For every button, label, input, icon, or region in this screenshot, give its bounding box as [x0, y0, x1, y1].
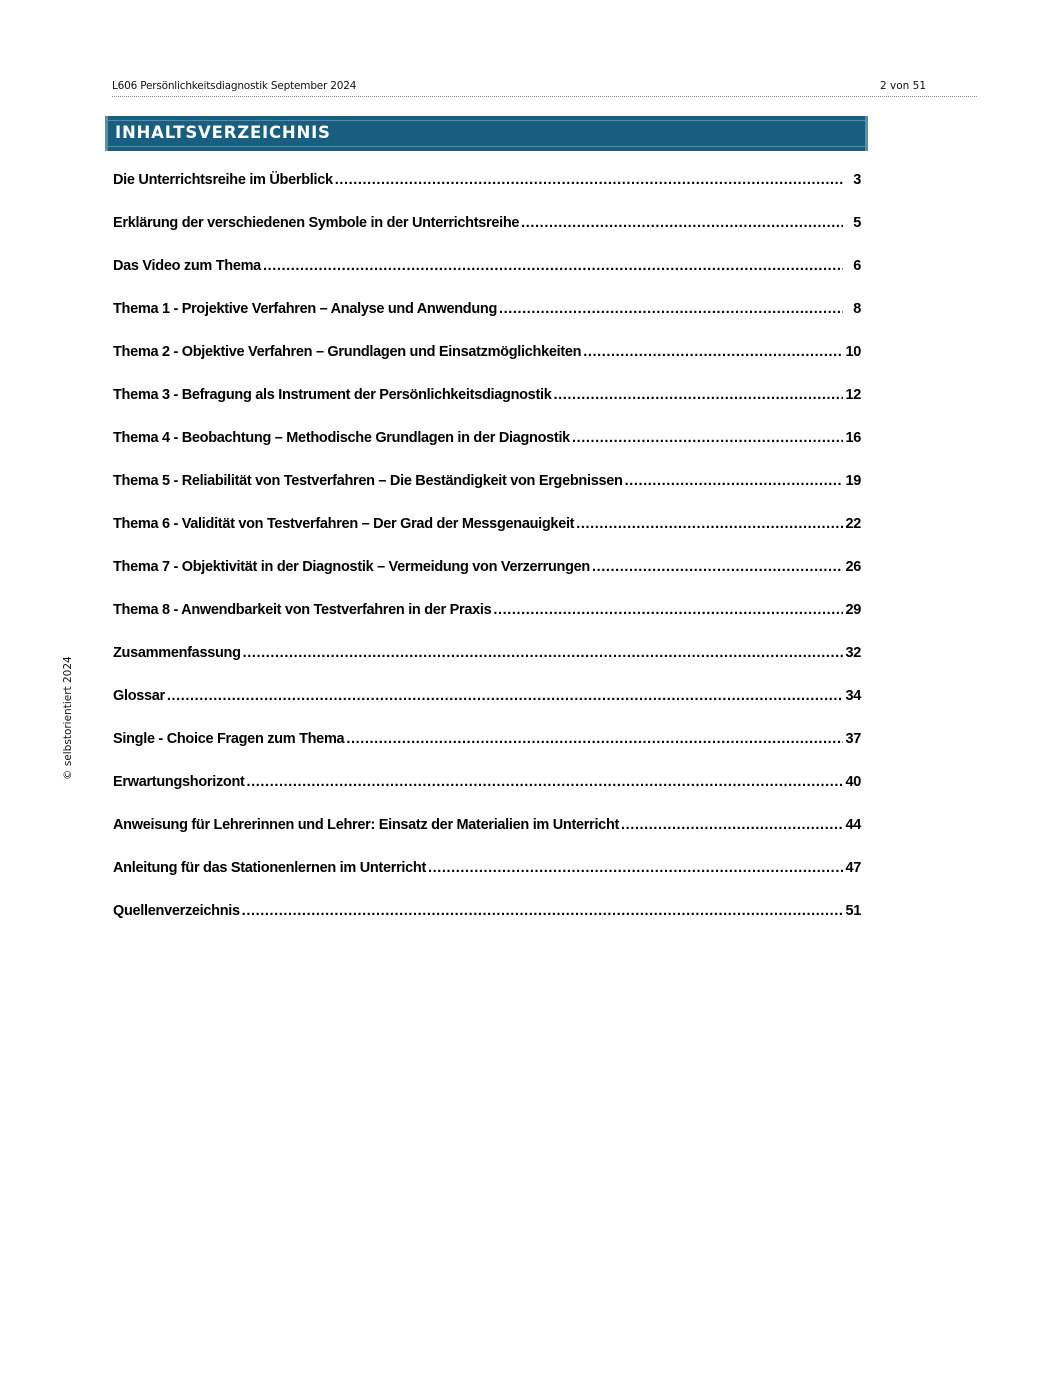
toc-entry[interactable] [113, 817, 861, 860]
page-header [112, 78, 977, 97]
toc-entry-page: 8 [853, 301, 861, 317]
toc-entry-page: 12 [845, 387, 861, 403]
dot-leader [247, 774, 843, 790]
toc-entry-page: 6 [853, 258, 861, 274]
dot-leader [243, 645, 843, 661]
dot-leader [346, 731, 843, 747]
toc-entry-page: 22 [845, 516, 861, 532]
toc-entry-label: Thema 8 - Anwendbarkeit von Testverfahren in der Praxis [113, 602, 492, 618]
toc-entry[interactable] [113, 430, 861, 473]
toc-entry[interactable] [113, 473, 861, 516]
toc-entry-page: 34 [845, 688, 861, 704]
toc-entry-label: Single - Choice Fragen zum Thema [113, 731, 345, 747]
toc-entry-page: 29 [845, 602, 861, 618]
toc-entry-page: 40 [845, 774, 861, 790]
toc-entry-page: 47 [845, 860, 861, 876]
toc-entry[interactable] [113, 215, 861, 258]
toc-entry-label: Thema 1 - Projektive Verfahren – Analyse und Anwendung [113, 301, 497, 317]
toc-entry[interactable] [113, 387, 861, 430]
toc-entry-page: 16 [845, 430, 861, 446]
dot-leader [572, 430, 843, 446]
toc-entry-page: 44 [845, 817, 861, 833]
toc-entry-label: Das Video zum Thema [113, 258, 261, 274]
toc-entry-label: Thema 3 - Befragung als Instrument der Persönlichkeitsdiagnostik [113, 387, 552, 403]
toc-entry-label: Erklärung der verschiedenen Symbole in der Unterrichtsreihe [113, 215, 520, 231]
dot-leader [335, 172, 843, 188]
dot-leader [583, 344, 843, 360]
dot-leader [263, 258, 843, 274]
toc-entry-label: Glossar [113, 688, 165, 704]
dot-leader [553, 387, 843, 403]
toc-entry-page: 5 [853, 215, 861, 231]
toc-entry-label: Anleitung für das Stationenlernen im Unterricht [113, 860, 426, 876]
toc-entry[interactable] [113, 860, 861, 903]
dot-leader [493, 602, 843, 618]
dot-leader [592, 559, 843, 575]
toc-entry-page: 10 [845, 344, 861, 360]
toc-entry[interactable] [113, 172, 861, 215]
toc-list [113, 172, 861, 946]
toc-entry-label: Thema 7 - Objektivität in der Diagnostik – Vermeidung von Verzerrungen [113, 559, 590, 575]
dot-leader [576, 516, 843, 532]
dot-leader [521, 215, 843, 231]
toc-entry-label: Erwartungshorizont [113, 774, 245, 790]
toc-entry-label: Anweisung für Lehrerinnen und Lehrer: Einsatz der Materialien im Unterricht [113, 817, 620, 833]
toc-entry-page: 32 [845, 645, 861, 661]
dot-leader [428, 860, 843, 876]
toc-entry-label: Thema 2 - Objektive Verfahren – Grundlagen und Einsatzmöglichkeiten [113, 344, 582, 360]
dot-leader [499, 301, 843, 317]
toc-entry-label: Thema 6 - Validität von Testverfahren – Der Grad der Messgenauigkeit [113, 516, 575, 532]
copyright-note: © selbstorientiert 2024 [62, 656, 74, 780]
toc-entry[interactable] [113, 559, 861, 602]
toc-heading-banner [105, 116, 868, 151]
toc-entry-page: 51 [845, 903, 861, 919]
toc-entry-page: 3 [853, 172, 861, 188]
toc-heading: INHALTSVERZEICHNIS [115, 123, 331, 142]
dot-leader [167, 688, 843, 704]
toc-entry[interactable] [113, 516, 861, 559]
toc-entry[interactable] [113, 301, 861, 344]
toc-entry[interactable] [113, 774, 861, 817]
toc-entry[interactable] [113, 645, 861, 688]
toc-entry-label: Thema 5 - Reliabilität von Testverfahren – Die Beständigkeit von Ergebnissen [113, 473, 623, 489]
toc-entry-label: Zusammenfassung [113, 645, 241, 661]
toc-entry[interactable] [113, 731, 861, 774]
dot-leader [242, 903, 843, 919]
toc-entry-page: 26 [845, 559, 861, 575]
toc-entry-label: Die Unterrichtsreihe im Überblick [113, 172, 333, 188]
toc-entry-page: 19 [845, 473, 861, 489]
toc-entry[interactable] [113, 344, 861, 387]
toc-entry[interactable] [113, 258, 861, 301]
toc-entry[interactable] [113, 903, 861, 946]
dot-leader [621, 817, 843, 833]
toc-entry-label: Thema 4 - Beobachtung – Methodische Grundlagen in der Diagnostik [113, 430, 570, 446]
toc-entry[interactable] [113, 688, 861, 731]
toc-entry-label: Quellenverzeichnis [113, 903, 240, 919]
toc-entry-page: 37 [845, 731, 861, 747]
document-title: L606 Persönlichkeitsdiagnostik September 2024 [112, 80, 357, 92]
page-indicator: 2 von 51 [880, 80, 927, 92]
dot-leader [625, 473, 843, 489]
toc-entry[interactable] [113, 602, 861, 645]
